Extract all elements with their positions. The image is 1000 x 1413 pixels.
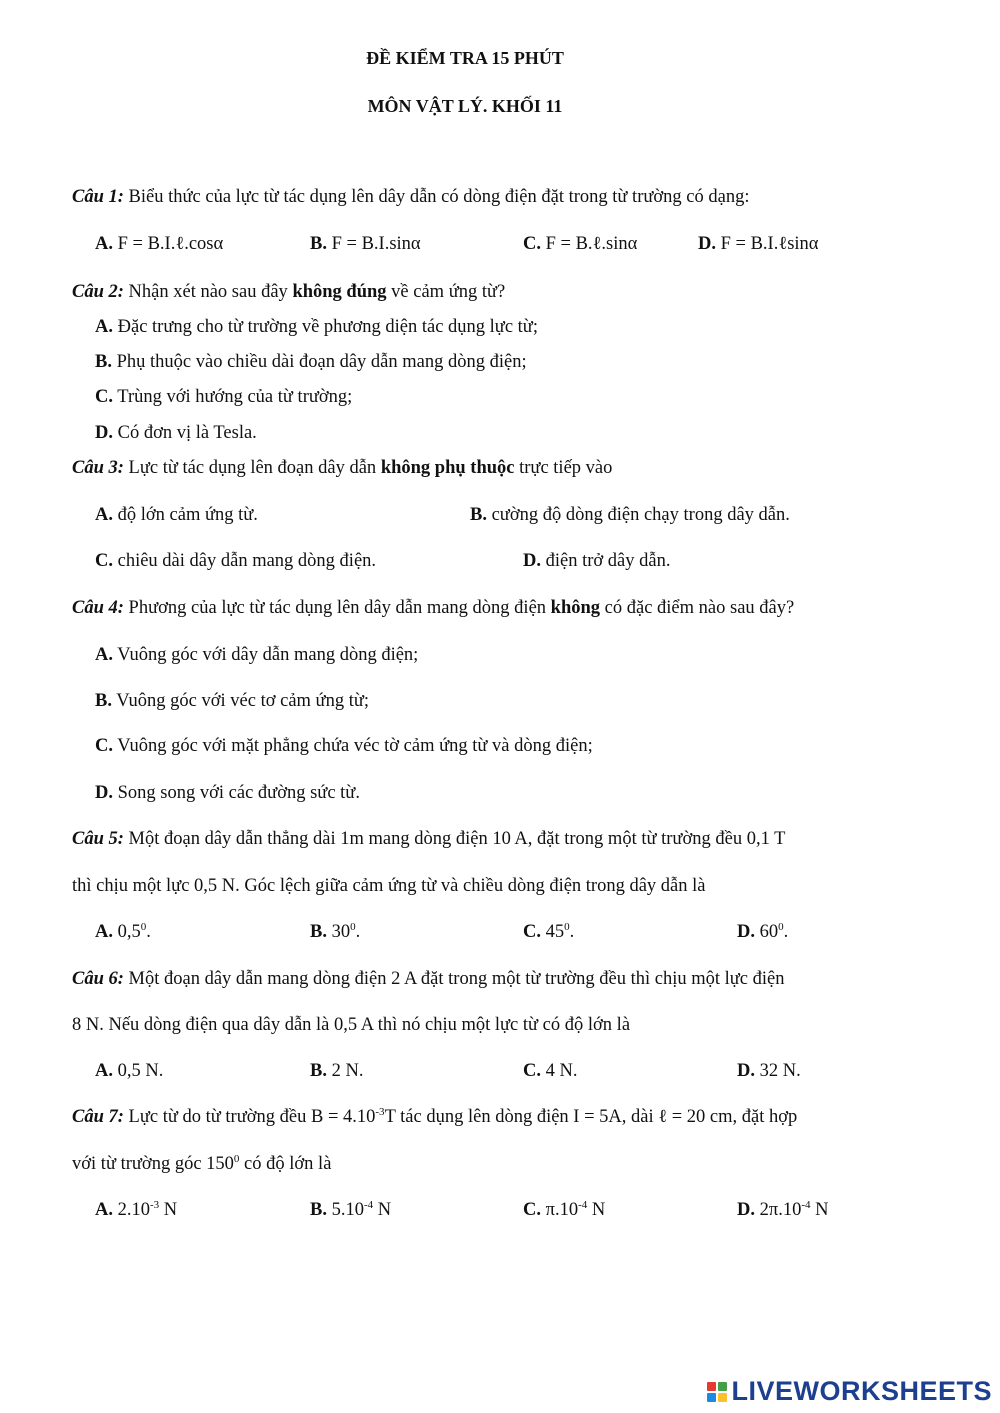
q6-option-b[interactable]: B. 2 N. <box>310 1061 364 1081</box>
logo-text: LIVEWORKSHEETS <box>731 1376 992 1406</box>
q5-option-b[interactable]: B. $30^0$. <box>310 921 361 942</box>
question-6-line-2: 8 N. Nếu dòng điện qua dây dẫn là 0,5 A thì nó chịu một lực từ có độ lớn là <box>72 1015 631 1035</box>
q3-option-d[interactable]: D. điện trở dây dẫn. <box>523 551 671 571</box>
question-6: Câu 6: Một đoạn dây dẫn mang dòng điện 2 A đặt trong một từ trường đều thì chịu một lực điện <box>72 969 785 989</box>
q1-option-c[interactable]: C. F = B.ℓ.sinα <box>523 234 638 254</box>
question-5: Câu 5: Một đoạn dây dẫn thẳng dài 1m mang dòng điện 10 A, đặt trong một từ trường đều 0,1 T <box>72 829 786 849</box>
q7-option-c[interactable]: C. $\pi.10^{-4}$ N <box>523 1199 606 1220</box>
q1-option-a[interactable]: A. F = B.I.ℓ.cosα <box>95 234 224 254</box>
question-1 <box>72 187 749 208</box>
liveworksheets-logo[interactable] <box>707 1376 992 1407</box>
question-4: Câu 4: Phương của lực từ tác dụng lên dây dẫn mang dòng điện không có đặc điểm nào sau đây? <box>72 598 795 618</box>
q5-option-c[interactable]: C. $45^0$. <box>523 921 575 942</box>
question-label: Câu 5: <box>72 829 124 849</box>
q7-option-b[interactable]: B. $5.10^{-4}$ N <box>310 1199 392 1220</box>
q3-option-b[interactable]: B. cường độ dòng điện chạy trong dây dẫn. <box>470 505 790 525</box>
q1-option-b[interactable]: B. F = B.I.sinα <box>310 234 421 254</box>
question-label: Câu 6: <box>72 969 124 989</box>
q7-option-a[interactable]: A. $2.10^{-3}$ N <box>95 1199 178 1220</box>
q2-option-a[interactable]: A. Đặc trưng cho từ trường về phương diện tác dụng lực từ; <box>95 317 538 337</box>
question-text: Biểu thức của lực từ tác dụng lên dây dẫn có dòng điện đặt trong từ trường có dạng: <box>128 187 750 207</box>
question-7: Câu 7: Lực từ do từ trường đều $B = 4.10^{-3}T$ tác dụng lên dòng điện I = 5A, dài ℓ = 20 cm, đặt hợp <box>72 1106 798 1127</box>
q4-option-c[interactable]: C. Vuông góc với mặt phẳng chứa véc tờ cảm ứng từ và dòng điện; <box>95 736 593 756</box>
question-label: Câu 7: <box>72 1107 124 1127</box>
q5-option-a[interactable]: A. $0,5^0$. <box>95 921 151 942</box>
q4-option-d[interactable]: D. Song song với các đường sức từ. <box>95 783 360 803</box>
emphasis: không phụ thuộc <box>380 458 515 478</box>
logo-icon <box>707 1382 727 1402</box>
q2-option-c[interactable]: C. Trùng với hướng của từ trường; <box>95 387 353 407</box>
q4-option-a[interactable]: A. Vuông góc với dây dẫn mang dòng điện; <box>95 645 419 665</box>
page-subtitle: MÔN VẬT LÝ. KHỐI 11 <box>367 96 563 116</box>
emphasis: không đúng <box>292 282 387 302</box>
question-2: Câu 2: Nhận xét nào sau đây không đúng về cảm ứng từ? <box>72 282 506 302</box>
q6-option-c[interactable]: C. 4 N. <box>523 1061 578 1081</box>
page-title: ĐỀ KIỂM TRA 15 PHÚT <box>366 48 564 68</box>
emphasis: không <box>550 598 601 618</box>
question-label: Câu 3: <box>72 458 124 478</box>
q3-option-a[interactable]: A. độ lớn cảm ứng từ. <box>95 505 258 525</box>
q4-option-b[interactable]: B. Vuông góc với véc tơ cảm ứng từ; <box>95 691 370 711</box>
q5-option-d[interactable]: D. $60^0$. <box>737 921 789 942</box>
q3-option-c[interactable]: C. chiêu dài dây dẫn mang dòng điện. <box>95 551 377 571</box>
q7-option-d[interactable]: D. $2\pi.10^{-4}$ N <box>737 1199 829 1220</box>
q6-option-a[interactable]: A. 0,5 N. <box>95 1061 164 1081</box>
question-5-line-2: thì chịu một lực 0,5 N. Góc lệch giữa cảm ứng từ và chiều dòng điện trong dây dẫn là <box>72 876 706 896</box>
question-label: Câu 4: <box>72 598 124 618</box>
q2-option-d[interactable]: D. Có đơn vị là Tesla. <box>95 423 257 443</box>
q1-option-d[interactable]: D. F = B.I.ℓsinα <box>698 234 819 254</box>
q6-option-d[interactable]: D. 32 N. <box>737 1061 801 1081</box>
question-label: Câu 2: <box>72 282 124 302</box>
q2-option-b[interactable]: B. Phụ thuộc vào chiều dài đoạn dây dẫn mang dòng điện; <box>95 352 527 372</box>
question-7-line-2: với từ trường góc $150^0$ có độ lớn là <box>72 1153 332 1174</box>
question-3: Câu 3: Lực từ tác dụng lên đoạn dây dẫn không phụ thuộc trực tiếp vào <box>72 458 613 478</box>
question-label: Câu 1: <box>72 187 124 207</box>
